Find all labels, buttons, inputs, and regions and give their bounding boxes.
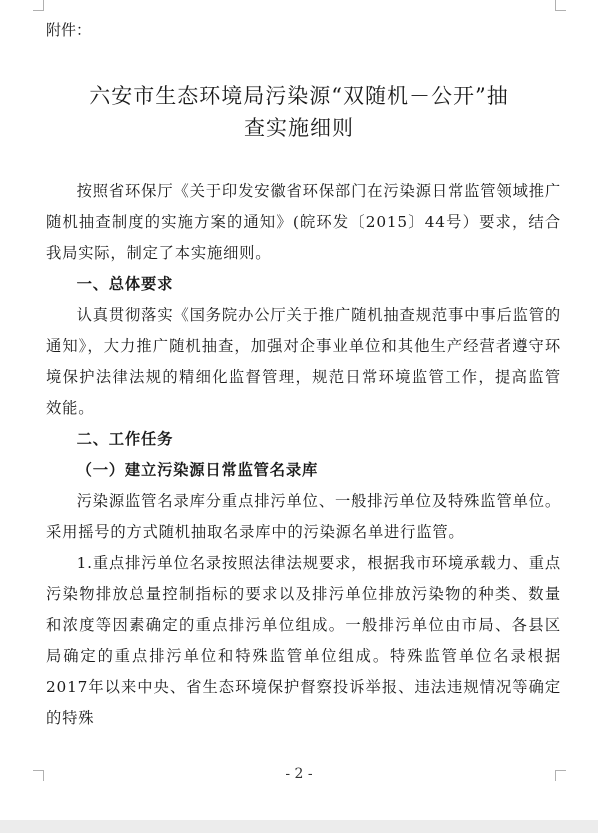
paragraph-general-requirements: 认真贯彻落实《国务院办公厅关于推广随机抽查规范事中事后监管的通知》，大力推广随机抽查，加强对企事业单位和其他生产经营者遵守环境保护法律法规的精细化监督管理，规范日常环境监管工作，提高监管效能。 [46,306,561,417]
crop-mark-top-left [33,0,44,11]
page-gap [0,820,598,833]
attachment-label: 附件： [46,21,92,39]
subheading-directory: （一）建立污染源日常监管名录库 [76,461,319,479]
document-title-line-1: 六安市生态环境局污染源“双随机－公开”抽 [89,84,509,108]
paragraph-directory: 污染源监管名录库分重点排污单位、一般排污单位及特殊监管单位。采用摇号的方式随机抽取名录库中的污染源名单进行监管。 [46,492,561,541]
page-number: - 2 - [285,766,313,782]
document-title-line-2: 查实施细则 [244,116,354,140]
document-body [46,176,561,734]
paragraph-intro: 按照省环保厅《关于印发安徽省环保部门在污染源日常监管领域推广随机抽查制度的实施方案的通知》(皖环发〔2015〕44号）要求，结合我局实际，制定了本实施细则。 [46,182,561,262]
crop-mark-top-right [555,0,566,11]
paragraph-key-units: 1.重点排污单位名录按照法律法规要求，根据我市环境承载力、重点污染物排放总量控制指标的要求以及排污单位排放污染物的种类、数量和浓度等因素确定的重点排污单位组成。一般排污单位由市局、各县区局确定的重点排污单位和特殊监管单位组成。特殊监管单位名录根据2017年以来中央、省生态环境保护督察投诉举报、违法违规情况等确定的特殊 [46,554,561,727]
heading-work-tasks: 二、工作任务 [76,430,174,448]
heading-general-requirements: 一、总体要求 [76,275,174,293]
